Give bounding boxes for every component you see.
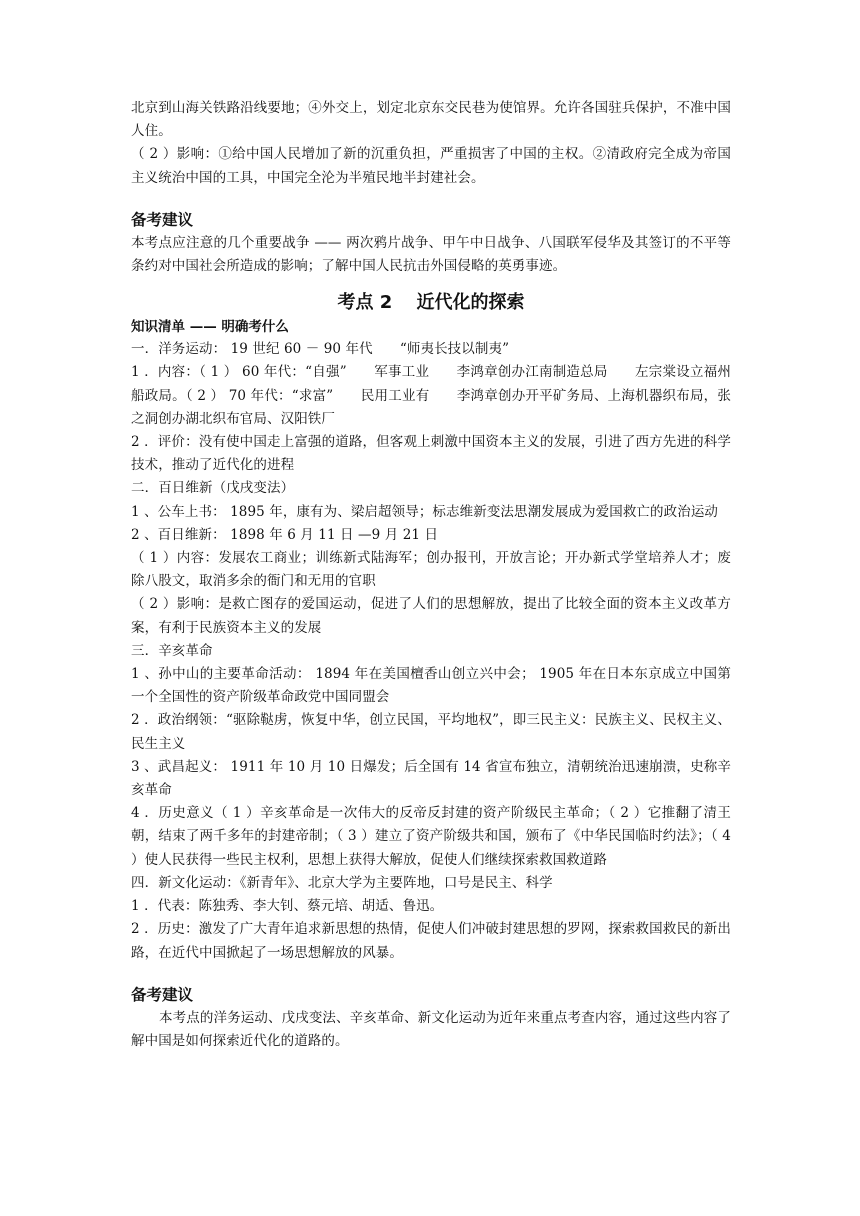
line-new-culture-movement: 四．新文化运动：《新青年》、北京大学为主要阵地，口号是民主、科学	[131, 874, 553, 891]
line-hundred-days-reform: 二．百日维新（戊戌变法）	[131, 480, 295, 497]
line-sun-yatsen-activities: 1 、孙中山的主要革命活动： 1894 年在美国檀香山创立兴中会； 1905 年在日本东京成立中国第一个全国性的资产阶级革命政党中国同盟会	[131, 666, 731, 706]
line-representatives: 1 ．代表：陈独秀、李大钊、蔡元培、胡适、鲁迅。	[131, 898, 444, 915]
line-gongche-shangshu: 1 、公车上书： 1895 年，康有为、梁启超领导；标志维新变法思潮发展成为爱国救亡的政治运动	[131, 503, 719, 520]
line-hundred-days-dates: 2 、百日维新： 1898 年 6 月 11 日 —9 月 21 日	[131, 526, 439, 543]
line-westernization-evaluation: 2 ．评价：没有使中国走上富强的道路，但客观上刺激中国资本主义的发展，引进了西方先进的科学技术，推动了近代化的进程	[131, 434, 731, 474]
line-historical-significance: 4 ．历史意义（ 1 ）辛亥革命是一次伟大的反帝反封建的资产阶级民主革命；（ 2 ）它推翻了清王朝，结束了两千多年的封建帝制；（ 3 ）建立了资产阶级共和国，颁布了《中华民国临时约法》；（ 4 ）使人民获得一些民主权利，思想上获得大解放，促使人们继续探索救国救道路	[131, 805, 731, 868]
paragraph-boxer-protocol-impact: （ 2 ）影响：①给中国人民增加了新的沉重负担，严重损害了中国的主权。②清政府完全成为帝国主义统治中国的工具，中国完全沦为半殖民地半封建社会。	[131, 146, 731, 186]
line-westernization-content: 1 ．内容：（ 1 ） 60 年代：“自强” 军事工业 李鸿章创办江南制造总局 左宗棠设立福州船政局。（ 2 ） 70 年代：“求富” 民用工业有 李鸿章创办开平矿务局、上海机器织布局，张之洞创办湖北织布官局、汉阳铁厂	[131, 364, 731, 427]
document-body	[131, 97, 731, 1053]
advice-heading-1: 备考建议	[131, 210, 194, 229]
line-xinhai-revolution: 三．辛亥革命	[131, 642, 213, 659]
advice-text-1: 本考点应注意的几个重要战争 —— 两次鸦片战争、甲午中日战争、八国联军侵华及其签订的不平等条约对中国社会所造成的影响；了解中国人民抗击外国侵略的英勇事迹。	[131, 234, 731, 275]
advice-text-2: 本考点的洋务运动、戊戌变法、辛亥革命、新文化运动为近年来重点考查内容，通过这些内容了解中国是如何探索近代化的道路的。	[131, 1009, 731, 1049]
line-wuchang-uprising: 3 、武昌起义： 1911 年 10 月 10 日爆发；后全国有 14 省宣布独立，清朝统治迅速崩溃，史称辛亥革命	[131, 758, 731, 799]
line-history-impact: 2 ．历史：激发了广大青年追求新思想的热情，促使人们冲破封建思想的罗网，探索救国救民的新出路，在近代中国掀起了一场思想解放的风暴。	[131, 921, 731, 961]
section-title-2: 考点 2 近代化的探索	[337, 292, 525, 314]
line-political-program: 2 ．政治纲领：“驱除鞑虏，恢复中华，创立民国，平均地权”，即三民主义：民族主义、民权主义、民生主义	[131, 712, 731, 752]
line-reform-content: （ 1 ）内容：发展农工商业；训练新式陆海军；创办报刊，开放言论；开办新式学堂培养人才；废除八股文，取消多余的衙门和无用的官职	[131, 550, 731, 590]
paragraph-boxer-protocol-terms: 北京到山海关铁路沿线要地；④外交上，划定北京东交民巷为使馆界。允许各国驻兵保护，不准中国人住。	[131, 100, 731, 140]
line-westernization-movement: 一．洋务运动： 19 世纪 60 － 90 年代 “师夷长技以制夷”	[131, 341, 510, 358]
knowledge-list-title: 知识清单 —— 明确考什么	[131, 319, 289, 336]
advice-heading-2: 备考建议	[131, 985, 194, 1004]
line-reform-impact: （ 2 ）影响：是救亡图存的爱国运动，促进了人们的思想解放，提出了比较全面的资本主义改革方案，有利于民族资本主义的发展	[131, 596, 731, 636]
